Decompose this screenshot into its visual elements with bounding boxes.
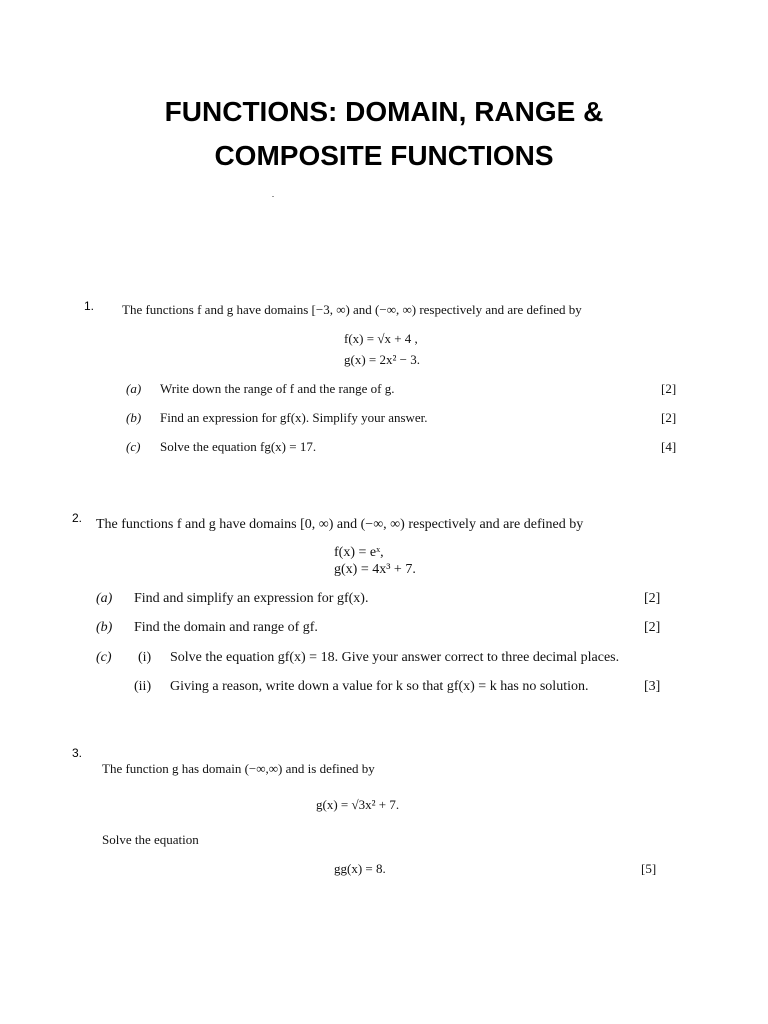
question-stem: The functions f and g have domains [0, ∞) and (−∞, ∞) respectively and are defined by [96, 517, 584, 532]
equation-g: g(x) = 4x³ + 7. [334, 562, 416, 577]
part-label: (a) [126, 381, 142, 396]
question-number: 3. [72, 746, 83, 760]
subpart-label: (i) [138, 650, 152, 665]
part-marks: [4] [661, 439, 677, 454]
title-line-1: FUNCTIONS: DOMAIN, RANGE & [164, 96, 604, 127]
title-line-2: COMPOSITE FUNCTIONS [214, 140, 554, 171]
equation-f: f(x) = eˣ, [334, 545, 384, 560]
equation-gg: gg(x) = 8. [334, 861, 386, 876]
question-stem: The functions f and g have domains [−3, ∞) and (−∞, ∞) respectively and are defined by [122, 302, 582, 317]
part-text: Solve the equation fg(x) = 17. [160, 439, 317, 454]
part-label: (b) [96, 620, 113, 635]
part-text: Giving a reason, write down a value for k so that gf(x) = k has no solution. [170, 679, 589, 694]
question-marks: [5] [641, 861, 657, 876]
stray-mark [272, 196, 274, 197]
part-marks: [2] [661, 410, 677, 425]
part-label: (c) [126, 439, 141, 454]
equation-g: g(x) = √3x² + 7. [316, 797, 400, 812]
question-number: 2. [72, 511, 83, 525]
subpart-label: (ii) [134, 679, 152, 694]
part-text: Solve the equation gf(x) = 18. Give your answer correct to three decimal places. [170, 650, 620, 665]
question-number: 1. [84, 299, 95, 313]
part-label: (a) [96, 591, 113, 606]
solve-instruction: Solve the equation [102, 832, 199, 847]
part-text: Find an expression for gf(x). Simplify your answer. [160, 410, 428, 425]
equation-g: g(x) = 2x² − 3. [344, 352, 420, 367]
part-label: (b) [126, 410, 142, 425]
part-text: Find the domain and range of gf. [134, 620, 318, 635]
question-stem: The function g has domain (−∞,∞) and is defined by [102, 761, 375, 776]
part-text: Write down the range of f and the range of g. [160, 381, 395, 396]
part-text: Find and simplify an expression for gf(x). [134, 591, 369, 606]
part-marks: [2] [644, 620, 661, 635]
part-marks: [2] [644, 591, 661, 606]
equation-f: f(x) = √x + 4 , [344, 331, 418, 346]
part-marks: [2] [661, 381, 677, 396]
part-marks: [3] [644, 679, 661, 694]
part-label: (c) [96, 650, 112, 665]
